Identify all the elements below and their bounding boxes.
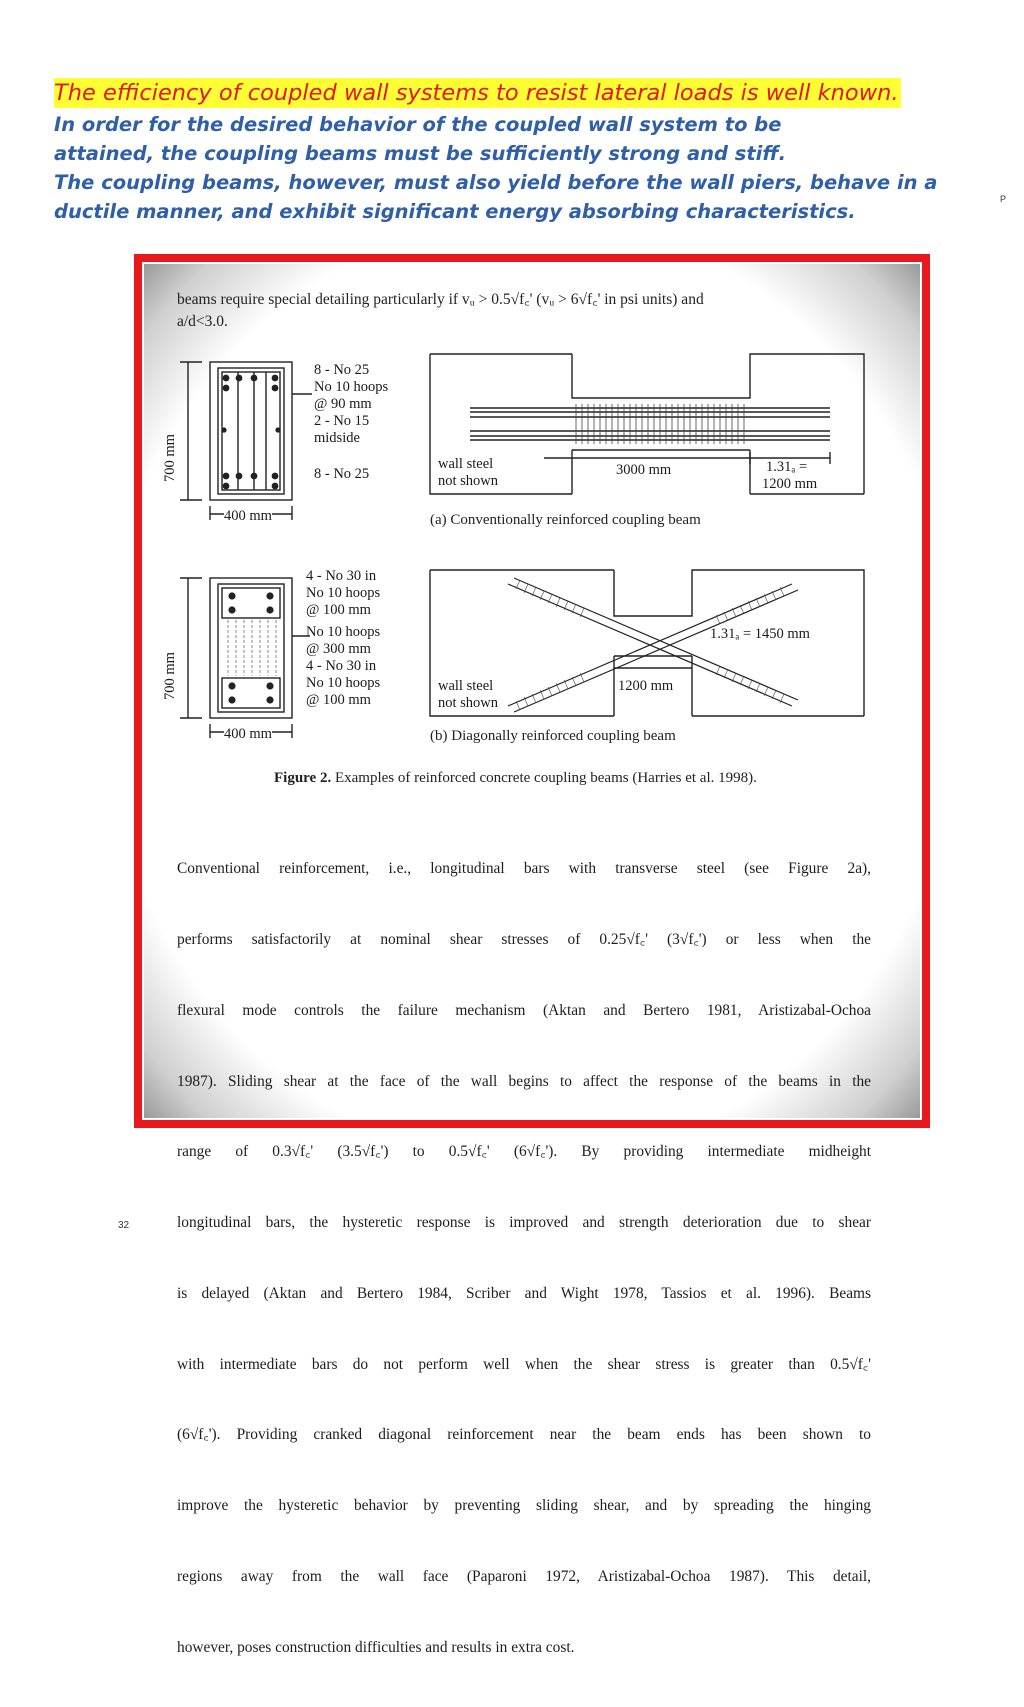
sec-a-width-dim: 400 mm — [224, 508, 272, 524]
sec-a-caption: (a) Conventionally reinforced coupling beam — [430, 512, 701, 528]
intro-line-2: attained, the coupling beams must be sufficiently strong and stiff. — [54, 142, 787, 165]
sec-b-label-8: @ 100 mm — [306, 692, 371, 708]
sec-b-label-5: @ 300 mm — [306, 641, 371, 657]
paragraph-line: Conventional reinforcement, i.e., longitudinal bars with transverse steel (see Figure 2a), — [177, 860, 871, 878]
figure-top-line-1: beams require special detailing particularly if vᵤ > 0.5√f꜀' (vᵤ > 6√f꜀' in psi units) and — [177, 291, 704, 308]
highlighted-heading: The efficiency of coupled wall systems to resist lateral loads is well known. — [54, 80, 899, 106]
page-number: 32 — [118, 1220, 130, 1231]
paragraph-line: improve the hysteretic behavior by preventing sliding shear, and by spreading the hinging — [177, 1497, 871, 1515]
paragraph-line: 1987). Sliding shear at the face of the wall begins to affect the response of the beams in the — [177, 1072, 871, 1090]
sec-a-height-dim: 700 mm — [162, 434, 178, 482]
sec-b-wall-steel-1: wall steel — [438, 678, 494, 694]
paragraph-line: longitudinal bars, the hysteretic response is improved and strength deterioration due to shear — [177, 1214, 871, 1232]
sec-a-ld-dim-1: 1.31ₐ = — [766, 459, 808, 475]
sec-a-label-3: @ 90 mm — [314, 396, 372, 412]
paragraph-line: performs satisfactorily at nominal shear stresses of 0.25√f꜀' (3√f꜀') or less when the — [177, 930, 871, 948]
sec-b-label-2: No 10 hoops — [306, 585, 381, 601]
sec-b-label-3: @ 100 mm — [306, 602, 371, 618]
figure-caption-text: Examples of reinforced concrete coupling beams (Harries et al. 1998). — [331, 770, 757, 786]
paragraph-line: is delayed (Aktan and Bertero 1984, Scriber and Wight 1978, Tassios et al. 1996). Beams — [177, 1284, 871, 1302]
sec-b-span-dim: 1200 mm — [618, 678, 674, 694]
sec-a-label-5: midside — [314, 430, 360, 446]
section-a-cross-section — [180, 362, 312, 520]
figure-scan — [142, 262, 922, 1656]
sec-b-label-1: 4 - No 30 in — [306, 568, 377, 584]
sec-b-label-6: 4 - No 30 in — [306, 658, 377, 674]
figure-frame — [134, 254, 930, 1656]
sec-b-ld-dim: 1.31ₐ = 1450 mm — [710, 626, 810, 642]
figure-caption — [274, 770, 757, 787]
sec-a-wall-steel-1: wall steel — [438, 456, 494, 472]
sec-a-wall-steel-2: not shown — [438, 473, 499, 489]
sec-a-span-dim: 3000 mm — [616, 462, 672, 478]
intro-line-3: The coupling beams, however, must also yield before the wall piers, behave in a — [54, 171, 938, 194]
sec-b-caption: (b) Diagonally reinforced coupling beam — [430, 728, 676, 744]
sec-a-label-bottom: 8 - No 25 — [314, 466, 370, 482]
sec-a-label-2: No 10 hoops — [314, 379, 389, 395]
paragraph-line: regions away from the wall face (Paparoni 1972, Aristizabal-Ochoa 1987). This detail, — [177, 1568, 871, 1585]
paragraph-line: (6√f꜀'). Providing cranked diagonal reinforcement near the beam ends has been shown to — [177, 1426, 871, 1444]
section-b-dashed-bars — [228, 620, 276, 676]
sec-b-label-4: No 10 hoops — [306, 624, 381, 640]
intro-line-4: ductile manner, and exhibit significant energy absorbing characteristics. — [54, 200, 856, 223]
sec-b-wall-steel-2: not shown — [438, 695, 499, 711]
section-b-cross-section — [180, 578, 310, 738]
sec-b-height-dim: 700 mm — [162, 652, 178, 700]
sec-a-label-1: 8 - No 25 — [314, 362, 370, 378]
intro-text-block — [54, 78, 954, 226]
sec-a-ld-dim-2: 1200 mm — [762, 476, 818, 492]
sec-a-label-4: 2 - No 15 — [314, 413, 370, 429]
figure-paragraph — [177, 810, 871, 1707]
coupling-beam-drawings — [144, 334, 920, 834]
side-marker: P — [1000, 194, 1007, 204]
sec-b-label-7: No 10 hoops — [306, 675, 381, 691]
sec-b-width-dim: 400 mm — [224, 726, 272, 742]
paragraph-line: however, poses construction difficulties and results in extra cost. — [177, 1638, 575, 1656]
paragraph-line: range of 0.3√f꜀' (3.5√f꜀') to 0.5√f꜀' (6√f꜀'). By providing intermediate midheight — [177, 1143, 871, 1161]
intro-line-1: In order for the desired behavior of the coupled wall system to be — [54, 113, 782, 136]
paragraph-line: with intermediate bars do not perform well when the shear stress is greater than 0.5√f꜀' — [177, 1355, 871, 1373]
paragraph-line: flexural mode controls the failure mechanism (Aktan and Bertero 1981, Aristizabal-Ochoa — [177, 1001, 871, 1019]
section-a-stirrups — [576, 404, 744, 444]
figure-top-line-2: a/d<3.0. — [177, 313, 228, 330]
figure-label: Figure 2. — [274, 770, 332, 786]
